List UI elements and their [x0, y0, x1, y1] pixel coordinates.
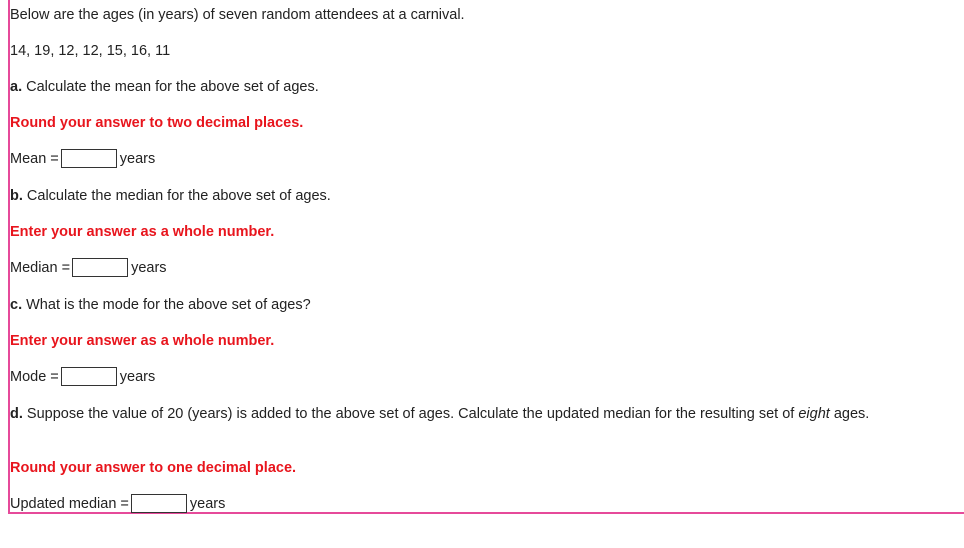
- updated-median-row: [10, 494, 225, 513]
- part-d-instruction: Round your answer to one decimal place.: [10, 460, 297, 476]
- intro-text: Below are the ages (in years) of seven random attendees at a carnival.: [10, 7, 465, 23]
- median-row: [10, 258, 167, 277]
- mode-label: Mode =: [10, 368, 59, 385]
- part-a-instruction: Round your answer to two decimal places.: [10, 115, 304, 131]
- ages-list: 14, 19, 12, 12, 15, 16, 11: [10, 43, 171, 59]
- part-c-question-text: What is the mode for the above set of ages?: [26, 297, 311, 313]
- part-d-question-emphasis: eight: [798, 406, 830, 422]
- part-a-question-text: Calculate the mean for the above set of ages.: [26, 79, 319, 95]
- part-c-letter: c.: [10, 297, 23, 313]
- part-b-letter: b.: [10, 188, 23, 204]
- part-d-question: [10, 405, 920, 423]
- part-a-letter: a.: [10, 79, 23, 95]
- part-a-question: [10, 78, 319, 96]
- updated-median-label: Updated median =: [10, 495, 129, 512]
- part-c-question: [10, 296, 311, 314]
- part-d-question-end: ages.: [833, 406, 870, 422]
- mode-unit: years: [119, 368, 156, 385]
- updated-median-input[interactable]: [131, 494, 187, 513]
- part-b-instruction: Enter your answer as a whole number.: [10, 224, 275, 240]
- part-d-question-text: Suppose the value of 20 (years) is added to the above set of ages. Calculate the updated median for the resulting set of: [26, 406, 795, 422]
- mean-unit: years: [119, 150, 156, 167]
- part-d-letter: d.: [10, 406, 23, 422]
- updated-median-unit: years: [189, 495, 226, 512]
- part-b-question: [10, 187, 331, 205]
- median-unit: years: [131, 259, 167, 276]
- mean-input[interactable]: [61, 149, 117, 168]
- mean-row: [10, 149, 155, 168]
- part-c-instruction: Enter your answer as a whole number.: [10, 333, 275, 349]
- median-input[interactable]: [72, 258, 128, 277]
- part-b-question-text: Calculate the median for the above set of ages.: [26, 188, 331, 204]
- mode-row: [10, 367, 155, 386]
- mean-label: Mean =: [10, 150, 59, 167]
- mode-input[interactable]: [61, 367, 117, 386]
- median-label: Median =: [10, 259, 71, 276]
